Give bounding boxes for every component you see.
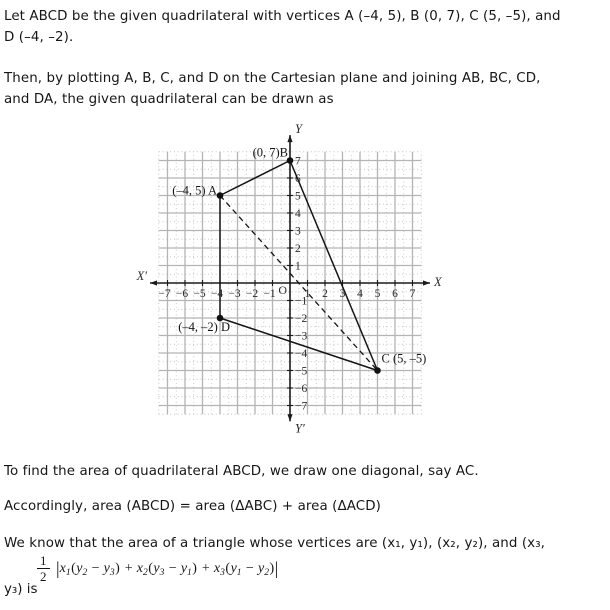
x-tick-label: 3 xyxy=(339,288,346,300)
formula-token: x xyxy=(59,561,66,576)
y-tick-label: 4 xyxy=(295,208,301,220)
formula-subscript: 2 xyxy=(142,568,148,578)
vertex-label-D: (–4, –2) D xyxy=(178,320,230,334)
x-tick-label: −2 xyxy=(245,288,259,300)
axis-arrowhead xyxy=(423,280,430,285)
y-tick-label: −2 xyxy=(295,313,308,325)
statement-line-1: Let ABCD be the given quadrilateral with vertices A (–4, 5), B (0, 7), C (5, –5), and xyxy=(4,9,561,24)
formula-token: x xyxy=(213,561,221,576)
formula-token: + xyxy=(197,561,214,576)
fraction-one-half xyxy=(37,553,50,584)
formula-token: y xyxy=(153,561,160,576)
vertex-dot-A xyxy=(217,192,224,199)
x-tick-label: −4 xyxy=(210,288,224,300)
y-axis-label: Y xyxy=(295,122,302,137)
cartesian-plane xyxy=(128,118,448,438)
y-tick-label: −5 xyxy=(295,365,308,378)
y-tick-label: 5 xyxy=(295,190,301,203)
formula-token: ) xyxy=(269,561,275,576)
triangle-vertices-line: We know that the area of a triangle whose vertices are (x₁, y₁), (x₂, y₂), and (x₃, xyxy=(4,536,546,551)
y-tick-label: 3 xyxy=(295,225,301,238)
vertex-label-C: C (5, –5) xyxy=(381,351,427,366)
y-tick-label: 7 xyxy=(295,155,301,168)
vertex-dot-C xyxy=(374,367,381,374)
axis-arrowhead xyxy=(150,280,157,285)
diagonal-note: To find the area of quadrilateral ABCD, we draw one diagonal, say AC. xyxy=(4,464,479,479)
formula-subscript: 1 xyxy=(65,568,71,578)
vertex-label-B: (0, 7)B xyxy=(252,145,288,160)
x-tick-label: −6 xyxy=(175,288,189,300)
y-tick-label: −7 xyxy=(295,400,308,413)
x-tick-label: −1 xyxy=(263,288,276,300)
formula-token: − xyxy=(87,561,104,576)
x-tick-label: 1 xyxy=(304,288,311,300)
y-tick-label: 6 xyxy=(295,173,301,185)
y-tick-label: 1 xyxy=(295,260,301,273)
formula-prefix: y₃) is xyxy=(4,582,38,597)
x-tick-label: 6 xyxy=(392,288,398,300)
formula-expression xyxy=(56,558,278,579)
formula-token: + xyxy=(120,561,137,576)
formula-token: x xyxy=(136,561,143,576)
axis-arrowhead xyxy=(287,135,292,142)
y-tick-label: −4 xyxy=(295,348,308,360)
vertex-label-A: (–4, 5) A xyxy=(172,183,217,198)
x-tick-label: −7 xyxy=(158,288,171,300)
y-tick-label: −3 xyxy=(295,330,308,343)
y-neg-axis-label: Y′ xyxy=(295,421,305,436)
area-formula xyxy=(4,552,404,602)
area-equation: Accordingly, area (ABCD) = area (ΔABC) + area (ΔACD) xyxy=(4,499,381,514)
fraction-numerator: 1 xyxy=(37,553,50,569)
y-tick-label: 2 xyxy=(295,243,301,255)
x-tick-label: 7 xyxy=(409,288,416,300)
x-tick-label: −5 xyxy=(193,288,206,300)
formula-token: y xyxy=(76,561,83,576)
formula-token: | xyxy=(56,558,60,578)
formula-token: ( xyxy=(148,561,153,576)
formula-token: ) xyxy=(115,561,120,576)
statement-line-2: D (–4, –2). xyxy=(4,29,74,45)
fraction-denominator: 2 xyxy=(40,569,47,584)
axis-arrowhead xyxy=(287,414,292,421)
formula-token: | xyxy=(274,558,279,578)
x-tick-label: 2 xyxy=(322,288,328,300)
formula-token: − xyxy=(241,561,258,576)
y-tick-label: −6 xyxy=(295,383,308,395)
formula-token: ( xyxy=(225,561,231,576)
origin-label: O xyxy=(278,283,287,297)
formula-subscript: 2 xyxy=(82,568,88,578)
formula-subscript: 2 xyxy=(264,568,269,578)
formula-token: y xyxy=(230,561,237,576)
formula-subscript: 3 xyxy=(109,568,115,578)
y-tick-label: −1 xyxy=(295,295,308,308)
formula-subscript: 3 xyxy=(220,568,225,578)
formula-token: y xyxy=(103,561,110,576)
x-tick-label: 5 xyxy=(374,288,381,300)
formula-subscript: 1 xyxy=(236,568,242,578)
formula-token: y xyxy=(257,561,265,576)
x-tick-label: −3 xyxy=(228,288,241,300)
plotting-line-2: and DA, the given quadrilateral can be drawn as xyxy=(4,91,334,107)
x-neg-axis-label: X′ xyxy=(136,269,147,283)
formula-token: − xyxy=(164,561,181,576)
formula-subscript: 3 xyxy=(159,568,165,578)
x-tick-label: 4 xyxy=(357,288,363,300)
formula-subscript: 1 xyxy=(187,568,192,578)
formula-token: ) xyxy=(192,561,197,576)
formula-token: ( xyxy=(71,561,76,576)
x-axis-label: X xyxy=(434,275,442,289)
plotting-line-1: Then, by plotting A, B, C, and D on the Cartesian plane and joining AB, BC, CD, xyxy=(4,71,541,86)
formula-token: y xyxy=(180,561,188,576)
